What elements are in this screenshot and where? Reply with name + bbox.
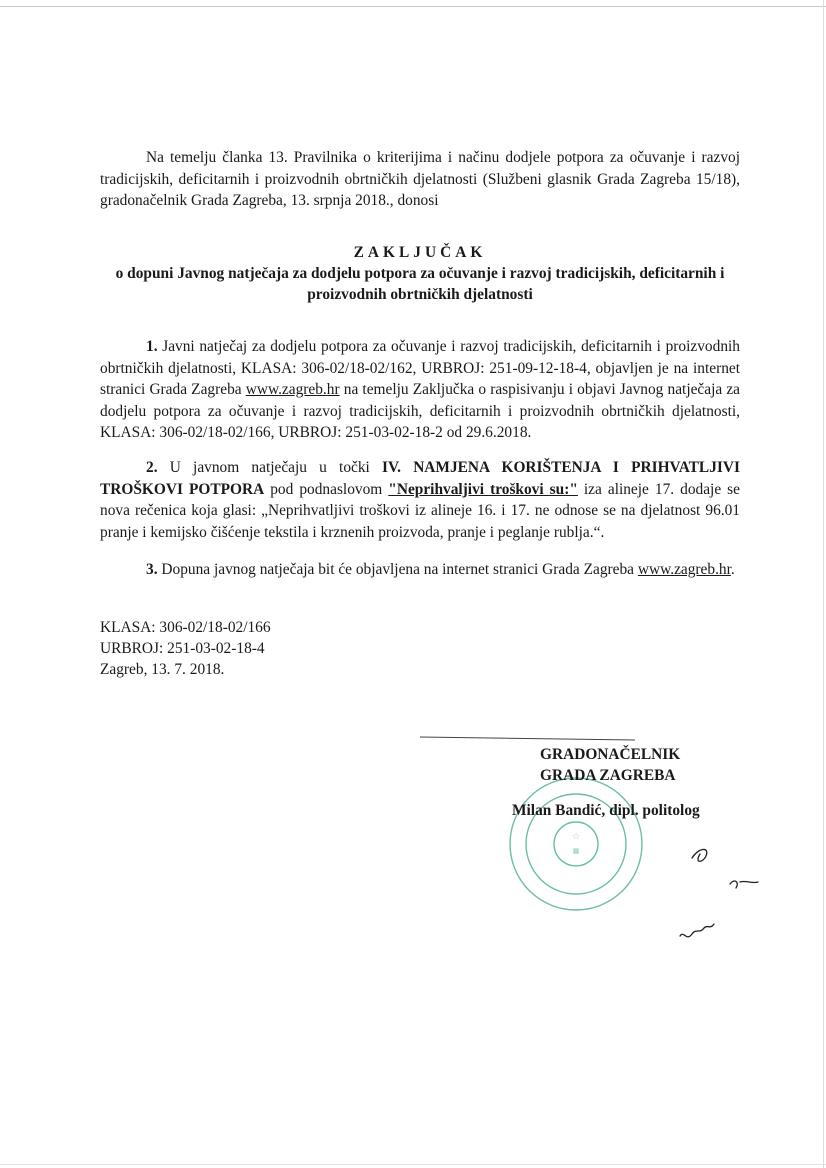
paragraph-1-link[interactable]: www.zagreb.hr <box>245 381 340 398</box>
bottom-edge-line <box>0 1164 826 1165</box>
paragraph-2-text-c: iza alineje 17. dodaje se nova rečenica koja glasi: „Neprihvatljivi troškovi iz alineje 16. i 17. ne odnose se na djelatnost 96.01 pranje i kemijsko čišćenje tekstila i krznenih proizvoda, pranje i peglanje rublja.“. <box>100 480 740 541</box>
paragraph-3-text-a: Dopuna javnog natječaja bit će objavljena na internet stranici Grada Zagreba <box>157 561 638 578</box>
intro-paragraph: Na temelju članka 13. Pravilnika o kriterijima i načinu dodjele potpora za očuvanje i razvoj tradicijskih, deficitarnih i proizvodnih obrtničkih djelatnosti (Službeni glasnik Grada Zagreba 15/18), gradonačelnik Grada Zagreba, 13. srpnja 2018., donosi <box>100 149 740 209</box>
paragraph-2-subheading: "Neprihvaljivi troškovi su:" <box>388 480 578 498</box>
signature-rule <box>420 736 635 740</box>
paragraph-2 <box>100 457 740 543</box>
signatory-title-line-2: GRADA ZAGREBA <box>540 767 676 784</box>
heading-title: ZAKLJUČAK <box>353 244 487 261</box>
heading-subtitle: o dopuni Javnog natječaja za dodjelu potpora za očuvanje i razvoj tradicijskih, deficitarnih i proizvodnih obrtničkih djelatnosti <box>115 265 725 303</box>
paragraph-2-text-a: U javnom natječaju u točki <box>157 459 383 476</box>
right-edge-line <box>823 0 824 1168</box>
svg-text:▦: ▦ <box>572 847 580 855</box>
paragraph-2-text-b: pod podnaslovom <box>264 480 389 498</box>
paragraph-3-number: 3. <box>146 561 158 578</box>
paragraph-3-link[interactable]: www.zagreb.hr <box>637 561 731 578</box>
signatory-name: Milan Bandić, dipl. politolog <box>512 802 700 819</box>
paragraph-1-number: 1. <box>146 338 158 355</box>
urbroj-line: URBROJ: 251-03-02-18-4 <box>100 640 265 657</box>
document-heading <box>100 242 740 305</box>
paragraph-1-text-b: na temelju Zaključka o raspisivanju i objavi Javnog natječaja za dodjelu potpora za očuvanje i razvoj tradicijskih, deficitarnih i proizvodnih obrtničkih djelatnosti, KLASA: 306-02/18-02/166, URBROJ: 251-03-02-18-2 od 29.6.2018. <box>100 381 740 441</box>
paragraph-3-text-b: . <box>730 561 735 578</box>
document-reference-block <box>100 617 271 680</box>
signatory-title-line-1: GRADONAČELNIK <box>540 746 681 763</box>
paragraph-2-section-title: IV. NAMJENA KORIŠTENJA I PRIHVATLJIVI TROŠKOVI POTPORA <box>100 459 740 498</box>
klasa-line: KLASA: 306-02/18-02/166 <box>100 619 271 636</box>
paragraph-1-text-a: Javni natječaj za dodjelu potpora za očuvanje i razvoj tradicijskih, deficitarnih i proizvodnih obrtničkih djelatnosti, KLASA: 306-02/18-02/162, URBROJ: 251-09-12-18-4, objavljen je na internet stranici Grada Zagreba <box>100 338 740 398</box>
date-line: Zagreb, 13. 7. 2018. <box>100 661 225 678</box>
paragraph-2-number: 2. <box>146 459 158 476</box>
paragraph-3 <box>100 559 740 581</box>
paragraph-1 <box>100 336 740 444</box>
signature-block <box>512 744 700 821</box>
svg-text:☆: ☆ <box>571 832 581 842</box>
top-edge-line <box>0 6 826 7</box>
handwritten-signature-icon <box>670 838 780 948</box>
